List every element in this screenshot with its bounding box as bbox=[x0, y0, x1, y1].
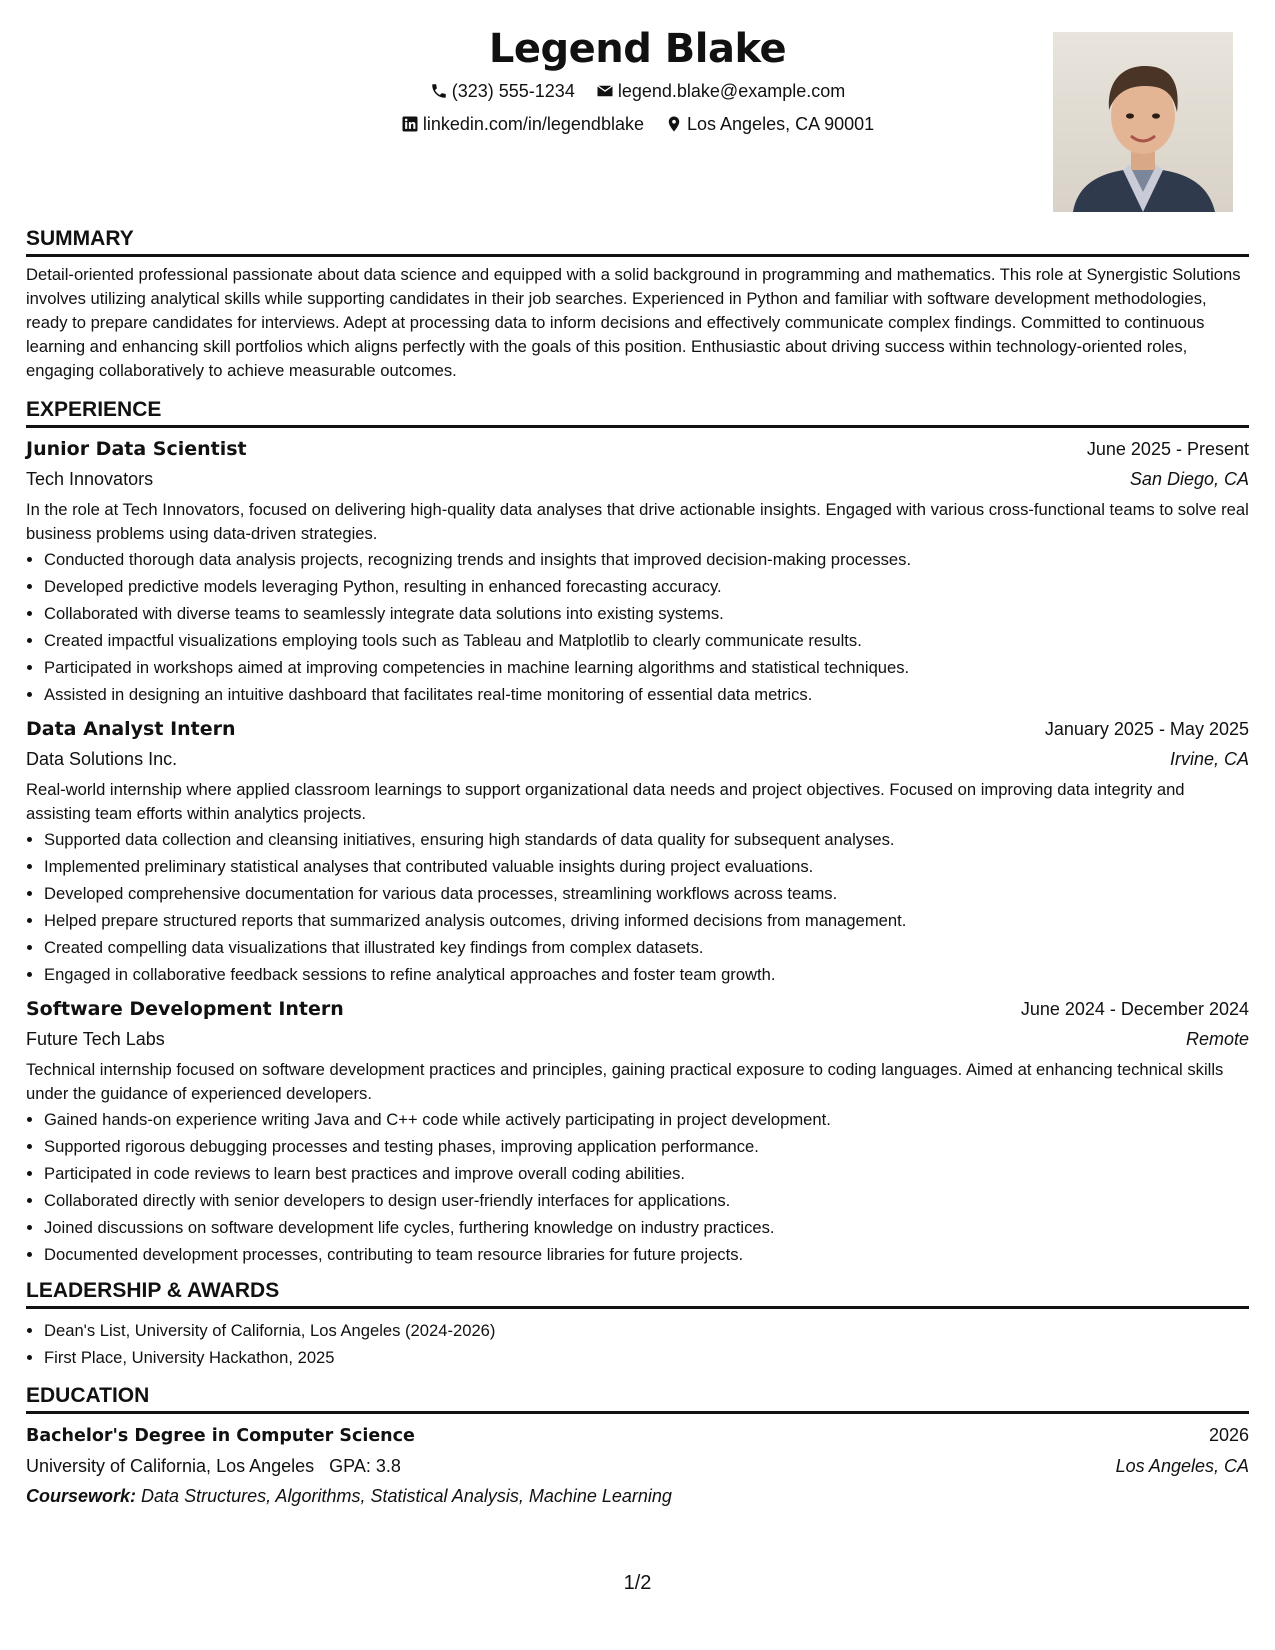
linkedin-url: linkedin.com/in/legendblake bbox=[422, 114, 644, 134]
list-item: • Supported rigorous debugging processes and testing phases, improving application performance. bbox=[44, 1133, 1249, 1160]
job-description: In the role at Tech Innovators, focused on delivering high-quality data analyses that drive actionable insights. Engaged with various cross-functional teams to solve real business problems using data-driven strategies. bbox=[26, 500, 1249, 543]
job-location: Irvine, CA bbox=[1169, 749, 1249, 769]
job-title: Data Analyst Intern bbox=[26, 718, 236, 740]
list-item: • Joined discussions on software development life cycles, furthering knowledge on industry practices. bbox=[44, 1214, 1249, 1241]
awards-section bbox=[26, 1317, 1249, 1371]
email-address: legend.blake@example.com bbox=[617, 81, 846, 101]
list-item: • Created impactful visualizations employing tools such as Tableau and Matplotlib to clearly communicate results. bbox=[44, 627, 1249, 654]
job-location: San Diego, CA bbox=[1129, 469, 1249, 489]
graduation-year: 2026 bbox=[1208, 1425, 1249, 1445]
company-name: Future Tech Labs bbox=[26, 1029, 165, 1049]
phone-icon bbox=[430, 82, 448, 100]
coursework-line bbox=[26, 1481, 1249, 1511]
list-item: • Developed predictive models leveraging Python, resulting in enhanced forecasting accuracy. bbox=[44, 573, 1249, 600]
job-description: Real-world internship where applied classroom learnings to support organizational data needs and project objectives. Focused on improving data integrity and assisting team efforts within analytics projects. bbox=[26, 780, 1185, 823]
list-item: • First Place, University Hackathon, 2025 bbox=[44, 1344, 1249, 1371]
list-item: • Participated in workshops aimed at improving competencies in machine learning algorithms and statistical techniques. bbox=[44, 654, 1249, 681]
location-contact bbox=[665, 113, 874, 135]
phone-contact[interactable] bbox=[430, 80, 575, 102]
list-item: • Engaged in collaborative feedback sessions to refine analytical approaches and foster team growth. bbox=[44, 961, 1249, 988]
list-item: • Conducted thorough data analysis projects, recognizing trends and insights that improved decision-making processes. bbox=[44, 546, 1249, 573]
job-dates: June 2024 - December 2024 bbox=[1020, 999, 1249, 1019]
company-name: Tech Innovators bbox=[26, 469, 154, 489]
job-bullets bbox=[26, 826, 1249, 988]
degree-name: Bachelor's Degree in Computer Science bbox=[26, 1426, 415, 1446]
job-dates: January 2025 - May 2025 bbox=[1044, 719, 1249, 739]
list-item: • Collaborated directly with senior developers to design user-friendly interfaces for applications. bbox=[44, 1187, 1249, 1214]
experience-heading: EXPERIENCE bbox=[26, 397, 1249, 428]
coursework-list: Data Structures, Algorithms, Statistical Analysis, Machine Learning bbox=[141, 1486, 672, 1506]
candidate-name: Legend Blake bbox=[488, 26, 787, 72]
location-text: Los Angeles, CA 90001 bbox=[687, 114, 875, 134]
linkedin-icon bbox=[401, 115, 419, 133]
education-entry bbox=[26, 1420, 1249, 1511]
resume-header bbox=[26, 0, 1249, 216]
envelope-icon bbox=[596, 82, 614, 100]
experience-entry bbox=[26, 994, 1249, 1268]
page-number: 1/2 bbox=[623, 1572, 652, 1594]
list-item: • Gained hands-on experience writing Java and C++ code while actively participating in project development. bbox=[44, 1106, 1249, 1133]
job-title: Junior Data Scientist bbox=[26, 438, 247, 460]
school-line bbox=[26, 1451, 401, 1481]
school-name: University of California, Los Angeles bbox=[26, 1456, 315, 1476]
awards-heading: LEADERSHIP & AWARDS bbox=[26, 1278, 1249, 1309]
school-location: Los Angeles, CA bbox=[1115, 1456, 1249, 1476]
list-item: • Created compelling data visualizations that illustrated key findings from complex datasets. bbox=[44, 934, 1249, 961]
job-dates: June 2025 - Present bbox=[1086, 439, 1249, 459]
list-item: • Assisted in designing an intuitive dashboard that facilitates real-time monitoring of essential data metrics. bbox=[44, 681, 1249, 708]
list-item: • Collaborated with diverse teams to seamlessly integrate data solutions into existing systems. bbox=[44, 600, 1249, 627]
experience-entry bbox=[26, 434, 1249, 708]
list-item: • Dean's List, University of California, Los Angeles (2024-2026) bbox=[44, 1317, 1249, 1344]
phone-number: (323) 555-1234 bbox=[451, 81, 575, 101]
summary-heading: SUMMARY bbox=[26, 226, 1249, 257]
profile-photo-portrait bbox=[1053, 32, 1233, 212]
awards-list bbox=[26, 1317, 1249, 1371]
coursework-label: Coursework: bbox=[26, 1486, 137, 1506]
list-item: • Documented development processes, contributing to team resource libraries for future projects. bbox=[44, 1241, 1249, 1268]
job-bullets bbox=[26, 546, 1249, 708]
map-pin-icon bbox=[665, 115, 683, 133]
gpa: GPA: 3.8 bbox=[329, 1456, 401, 1476]
email-contact[interactable] bbox=[596, 80, 845, 102]
list-item: • Developed comprehensive documentation for various data processes, streamlining workflows across teams. bbox=[44, 880, 1249, 907]
education-heading: EDUCATION bbox=[26, 1383, 1249, 1414]
summary-text: Detail-oriented professional passionate about data science and equipped with a solid background in programming and mathematics. This role at Synergistic Solutions involves utilizing analytical skills while supporting candidates in their job searches. Experienced in Python and familiar with software development methodologies, ready to prepare candidates for interviews. Adept at processing data to inform decisions and effectively communicate complex findings. Committed to continuous learning and enhancing skill portfolios which aligns perfectly with the goals of this position. Enthusiastic about driving success within technology-oriented roles, engaging collaboratively to achieve measurable outcomes. bbox=[26, 265, 1241, 380]
list-item: • Participated in code reviews to learn best practices and improve overall coding abilities. bbox=[44, 1160, 1249, 1187]
job-location: Remote bbox=[1185, 1029, 1249, 1049]
list-item: • Implemented preliminary statistical analyses that contributed valuable insights during project evaluations. bbox=[44, 853, 1249, 880]
job-description: Technical internship focused on software development practices and principles, gaining practical exposure to coding languages. Aimed at enhancing technical skills under the guidance of experienced developers. bbox=[26, 1060, 1224, 1103]
profile-photo bbox=[1053, 32, 1233, 212]
job-title: Software Development Intern bbox=[26, 998, 344, 1020]
list-item: • Supported data collection and cleansing initiatives, ensuring high standards of data quality for subsequent analyses. bbox=[44, 826, 1249, 853]
list-item: • Helped prepare structured reports that summarized analysis outcomes, driving informed decisions from management. bbox=[44, 907, 1249, 934]
linkedin-contact[interactable] bbox=[401, 113, 644, 135]
company-name: Data Solutions Inc. bbox=[26, 749, 178, 769]
experience-entry bbox=[26, 714, 1249, 988]
job-bullets bbox=[26, 1106, 1249, 1268]
